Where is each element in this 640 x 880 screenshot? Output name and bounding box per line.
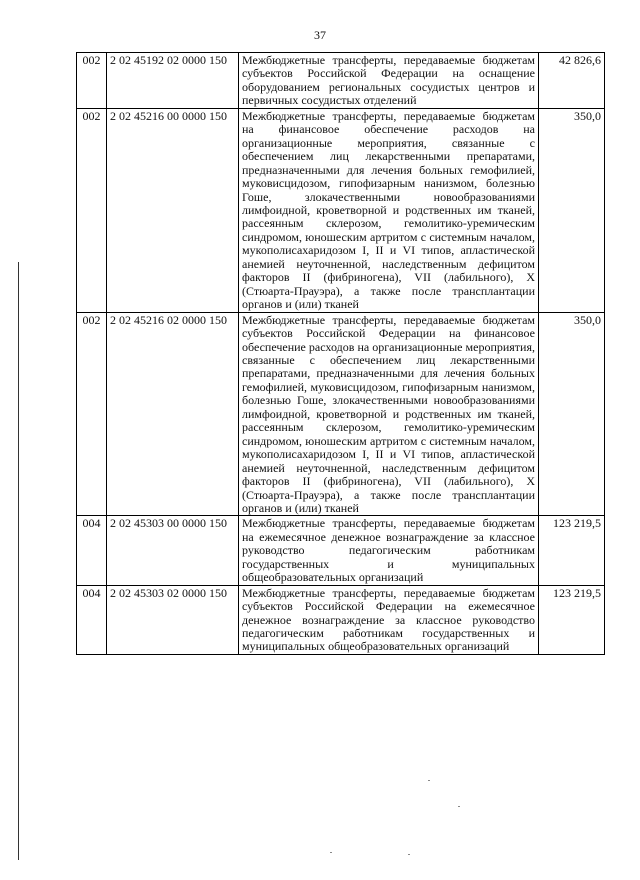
description-cell: Межбюджетные трансферты, передаваемые бюджетам на финансовое обеспечение расходов на организационные мероприятия, связанные с обеспечением лиц лекарственными препаратами, предназначенными для лечения больных гемофилией, муковисцидозом, гипофизарным нанизмом, болезнью Гоше, злокачественными новообразованиями лимфоидной, кроветворной и родственных им тканей, рассеянным склерозом, гемолитико-уремическим синдромом, юношеским артритом с системным началом, мукополисахаридозом I, II и VI типов, апластической анемией неуточненной, наследственным дефицитом факторов II (фибриногена), VII (лабильного), X (Стюарта-Прауэра), а также после трансплантации органов и (или) тканей <box>239 108 539 312</box>
description-cell: Межбюджетные трансферты, передаваемые бюджетам субъектов Российской Федерации на оснащение оборудованием региональных сосудистых центров и первичных сосудистых отделений <box>239 53 539 109</box>
budget-revenue-table <box>76 52 605 655</box>
table-row <box>77 516 605 585</box>
admin-code-cell: 002 <box>77 53 107 109</box>
admin-code-cell: 004 <box>77 516 107 585</box>
budget-code-cell: 2 02 45216 00 0000 150 <box>107 108 239 312</box>
table-row <box>77 312 605 516</box>
scan-speck <box>458 806 460 807</box>
amount-cell: 350,0 <box>539 108 605 312</box>
amount-cell: 123 219,5 <box>539 516 605 585</box>
amount-cell: 123 219,5 <box>539 585 605 654</box>
budget-code-cell: 2 02 45303 00 0000 150 <box>107 516 239 585</box>
amount-cell: 350,0 <box>539 312 605 516</box>
admin-code-cell: 004 <box>77 585 107 654</box>
budget-code-cell: 2 02 45303 02 0000 150 <box>107 585 239 654</box>
description-cell: Межбюджетные трансферты, передаваемые бюджетам субъектов Российской Федерации на финансовое обеспечение расходов на организационные мероприятия, связанные с обеспечением лиц лекарственными препаратами, предназначенными для лечения больных гемофилией, муковисцидозом, гипофизарным нанизмом, болезнью Гоше, злокачественными новообразованиями лимфоидной, кроветворной и родственных им тканей, рассеянным склерозом, гемолитико-уремическим синдромом, юношеским артритом с системным началом, мукополисахаридозом I, II и VI типов, апластической анемией неуточненной, наследственным дефицитом факторов II (фибриногена), VII (лабильного), X (Стюарта-Прауэра), а также после трансплантации органов и (или) тканей <box>239 312 539 516</box>
page-number: 37 <box>314 28 326 42</box>
table-row <box>77 53 605 109</box>
budget-code-cell: 2 02 45216 02 0000 150 <box>107 312 239 516</box>
budget-code-cell: 2 02 45192 02 0000 150 <box>107 53 239 109</box>
description-cell: Межбюджетные трансферты, передаваемые бюджетам субъектов Российской Федерации на ежемесячное денежное вознаграждение за классное руководство педагогическим работникам государственных и муниципальных общеобразовательных организаций <box>239 585 539 654</box>
admin-code-cell: 002 <box>77 312 107 516</box>
scan-speck <box>330 852 332 853</box>
description-cell: Межбюджетные трансферты, передаваемые бюджетам на ежемесячное денежное вознаграждение за классное руководство педагогическим работникам государственных и муниципальных общеобразовательных организаций <box>239 516 539 585</box>
admin-code-cell: 002 <box>77 108 107 312</box>
scan-speck <box>408 854 410 855</box>
table-row <box>77 108 605 312</box>
amount-cell: 42 826,6 <box>539 53 605 109</box>
scan-margin-line <box>18 262 19 860</box>
table-row <box>77 585 605 654</box>
scan-speck <box>428 780 430 781</box>
